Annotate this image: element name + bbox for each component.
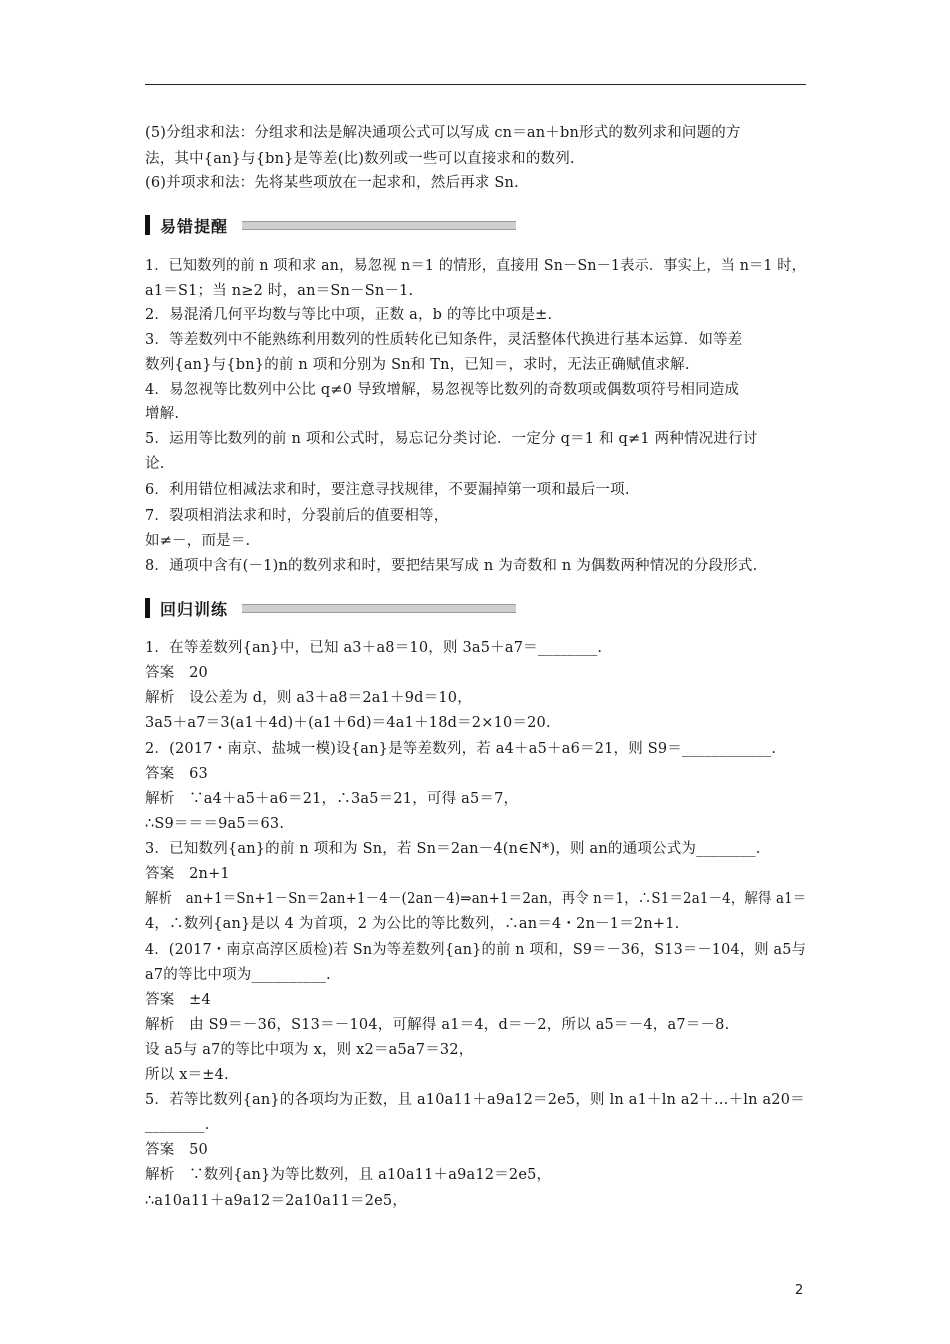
- errors-line: 2．易混淆几何平均数与等比中项，正数 a，b 的等比中项是±.: [145, 307, 553, 323]
- training-line: 1．在等差数列{an}中，已知 a3＋a8＝10，则 3a5＋a7＝________.: [145, 640, 603, 656]
- section-marker: [145, 598, 150, 618]
- header-rule: [145, 84, 806, 85]
- section-title: 易错提醒: [160, 216, 229, 236]
- errors-line: 如≠－，而是＝.: [145, 533, 251, 549]
- section-header-training: [145, 596, 516, 620]
- errors-line: 7．裂项相消法求和时，分裂前后的值要相等，: [145, 508, 449, 524]
- intro-line: (6)并项求和法：先将某些项放在一起求和，然后再求 Sn.: [145, 175, 519, 191]
- training-line: 解析 ∵a4＋a5＋a6＝21，∴3a5＝21，可得 a5＝7，: [145, 791, 519, 807]
- section-header-errors: [145, 213, 516, 237]
- errors-line: 增解.: [145, 406, 180, 422]
- training-line: 解析 an+1＝Sn+1－Sn＝2an+1－4－(2an－4)⇒an+1＝2an，再令 n＝1，∴S1＝2a1－4，解得 a1＝: [145, 891, 807, 907]
- training-line: 解析 ∵数列{an}为等比数列，且 a10a11＋a9a12＝2e5，: [145, 1167, 552, 1183]
- section-marker: [145, 215, 150, 235]
- errors-line: 5．运用等比数列的前 n 项和公式时，易忘记分类讨论．一定分 q＝1 和 q≠1 两种情况进行讨: [145, 431, 758, 447]
- training-line: a7的等比中项为__________.: [145, 967, 331, 983]
- training-line: 5．若等比数列{an}的各项均为正数，且 a10a11＋a9a12＝2e5，则 ln a1＋ln a2＋…＋ln a20＝: [145, 1092, 805, 1108]
- errors-line: 6．利用错位相减法求和时，要注意寻找规律，不要漏掉第一项和最后一项.: [145, 482, 630, 498]
- training-line: 答案 50: [145, 1142, 208, 1158]
- section-title: 回归训练: [160, 599, 229, 619]
- intro-line: 法，其中{an}与{bn}是等差(比)数列或一些可以直接求和的数列.: [145, 151, 575, 167]
- training-line: 解析 设公差为 d，则 a3＋a8＝2a1＋9d＝10，: [145, 690, 472, 706]
- training-line: ________.: [145, 1117, 210, 1133]
- training-line: ∴a10a11＋a9a12＝2a10a11＝2e5，: [145, 1193, 408, 1209]
- section-decoration: [242, 221, 516, 230]
- training-line: 答案 63: [145, 766, 208, 782]
- training-line: ∴S9＝＝＝9a5＝63.: [145, 816, 285, 832]
- training-line: 3．已知数列{an}的前 n 项和为 Sn，若 Sn＝2an－4(n∈N*)，则 an的通项公式为________.: [145, 841, 761, 857]
- training-line: 2．(2017・南京、盐城一模)设{an}是等差数列，若 a4＋a5＋a6＝21，则 S9＝____________.: [145, 741, 777, 757]
- training-line: 答案 2n+1: [145, 866, 230, 882]
- training-line: 3a5＋a7＝3(a1＋4d)＋(a1＋6d)＝4a1＋18d＝2×10＝20.: [145, 715, 551, 731]
- intro-line: (5)分组求和法：分组求和法是解决通项公式可以写成 cn＝an＋bn形式的数列求和问题的方: [145, 125, 741, 141]
- errors-line: 数列{an}与{bn}的前 n 项和分别为 Sn和 Tn，已知＝，求时，无法正确赋值求解.: [145, 357, 690, 373]
- training-line: 解析 由 S9＝－36，S13＝－104，可解得 a1＝4，d＝－2，所以 a5＝－4，a7＝－8.: [145, 1017, 730, 1033]
- training-line: 答案 ±4: [145, 992, 211, 1008]
- training-line: 所以 x＝±4.: [145, 1067, 229, 1083]
- training-line: 设 a5与 a7的等比中项为 x，则 x2＝a5a7＝32，: [145, 1042, 474, 1058]
- training-line: 4．(2017・南京高淳区质检)若 Sn为等差数列{an}的前 n 项和，S9＝－36，S13＝－104，则 a5与: [145, 942, 807, 958]
- errors-line: 8．通项中含有(－1)n的数列求和时，要把结果写成 n 为奇数和 n 为偶数两种情况的分段形式.: [145, 558, 758, 574]
- page-number: 2: [795, 1283, 804, 1298]
- errors-line: 1．已知数列的前 n 项和求 an，易忽视 n＝1 的情形，直接用 Sn－Sn－1表示．事实上，当 n＝1 时，: [145, 258, 807, 274]
- training-line: 答案 20: [145, 665, 208, 681]
- errors-line: a1＝S1；当 n≥2 时，an＝Sn－Sn－1.: [145, 283, 414, 299]
- errors-line: 3．等差数列中不能熟练利用数列的性质转化已知条件，灵活整体代换进行基本运算．如等差: [145, 332, 743, 348]
- section-decoration: [242, 604, 516, 613]
- errors-line: 4．易忽视等比数列中公比 q≠0 导致增解，易忽视等比数列的奇数项或偶数项符号相同造成: [145, 382, 740, 398]
- errors-line: 论.: [145, 456, 165, 472]
- training-line: 4，∴数列{an}是以 4 为首项，2 为公比的等比数列，∴an＝4・2n－1＝2n+1.: [145, 916, 680, 932]
